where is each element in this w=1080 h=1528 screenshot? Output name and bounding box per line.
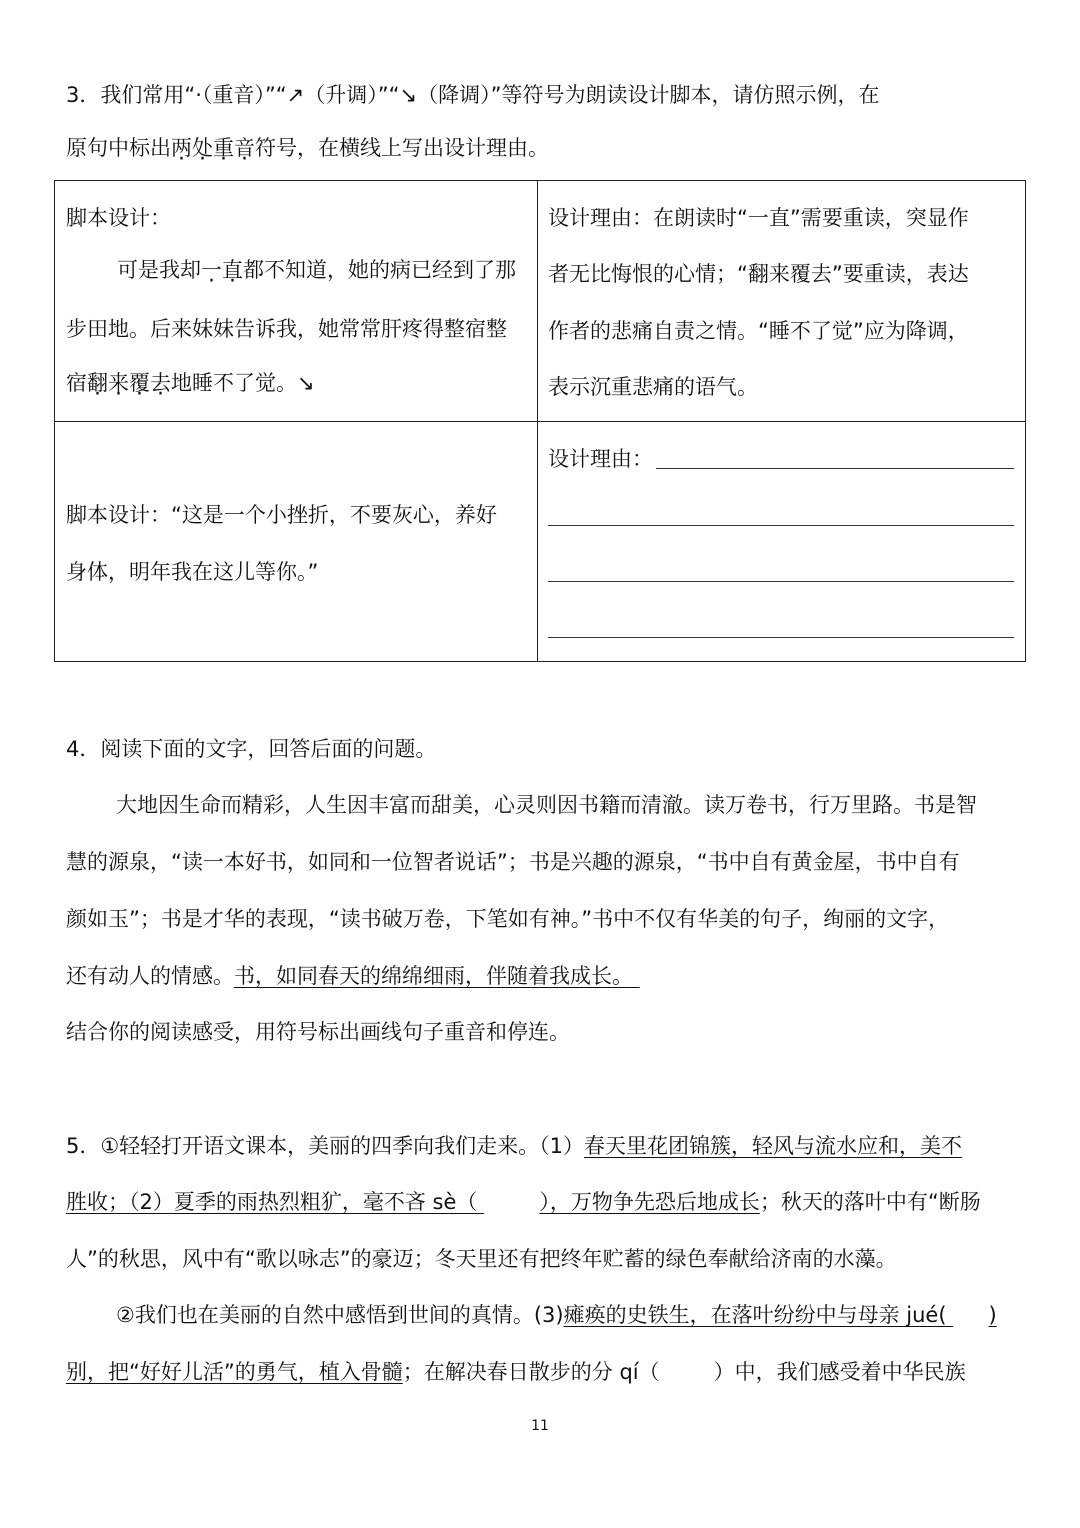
- q5-line4: ②我们也在美丽的自然中感悟到世间的真情。(3)瘫痪的史铁生，在落叶纷纷中与母亲 jué( ): [116, 1300, 997, 1330]
- reason-answer-line[interactable]: [548, 637, 1014, 638]
- example-reason-line4: 表示沉重悲痛的语气。: [548, 375, 758, 399]
- q5-line2: 胜收；（2）夏季的雨热烈粗犷，毫不吝 sè（ ），万物争先恐后地成长；秋天的落叶中有“断肠: [66, 1187, 981, 1217]
- example-reason-line1: 设计理由：在朗读时“一直”需要重读，突显作: [548, 206, 969, 230]
- answer-blank-se[interactable]: [477, 1187, 539, 1217]
- page-number: 11: [531, 1418, 549, 1434]
- q4-prompt: 4．阅读下面的文字，回答后面的问题。: [66, 737, 437, 761]
- q3-prompt-line1: 3．我们常用“·（重音）”“↗（升调）”“↘（降调）”等符号为朗读设计脚本，请仿照示例，在: [66, 83, 880, 107]
- answer-blank-qi[interactable]: [660, 1357, 714, 1387]
- reason-answer-line[interactable]: [548, 525, 1014, 526]
- q3-prompt-line2: 原句中标出两处重音符号，在横线上写出设计理由。: [66, 136, 549, 160]
- answer-blank-jue[interactable]: [947, 1300, 989, 1330]
- q5-line5: 别，把“好好儿活”的勇气，植入骨髓；在解决春日散步的分 qí（ ）中，我们感受着中华民族: [66, 1357, 966, 1387]
- example-script-label: 脚本设计：: [66, 206, 171, 230]
- task-script-line1: 脚本设计：“这是一个小挫折，不要灰心，养好: [66, 503, 497, 527]
- q4-passage-line1: 大地因生命而精彩，人生因丰富而甜美，心灵则因书籍而清澈。读万卷书，行万里路。书是智: [116, 793, 977, 817]
- example-reason-line2: 者无比悔恨的心情；“翻来覆去”要重读，表达: [548, 262, 969, 286]
- example-script-line2: 步田地。后来妹妹告诉我，她常常肝疼得整宿整: [66, 317, 507, 341]
- example-script-line3: 宿翻来覆去地睡不了觉。↘: [66, 371, 315, 395]
- q4-passage-line4: 还有动人的情感。书，如同春天的绵绵细雨，伴随着我成长。: [66, 964, 633, 988]
- example-script-line1: 可是我却一直都不知道，她的病已经到了那: [117, 258, 516, 282]
- q4-instruction: 结合你的阅读感受，用符号标出画线句子重音和停连。: [66, 1020, 570, 1044]
- reason-answer-line[interactable]: [548, 581, 1014, 582]
- reason-answer-line[interactable]: [656, 468, 1014, 469]
- script-design-table: [54, 180, 1026, 662]
- table-divider-horizontal: [55, 421, 1025, 422]
- q4-passage-line3: 颜如玉”；书是才华的表现，“读书破万卷，下笔如有神。”书中不仅有华美的句子，绚丽的文字，: [66, 907, 950, 931]
- q5-line3: 人”的秋思，风中有“歌以咏志”的豪迈；冬天里还有把终年贮蓄的绿色奉献给济南的水藻。: [66, 1247, 897, 1271]
- underlined-sentence: 书，如同春天的绵绵细雨，伴随着我成长。: [234, 964, 633, 988]
- task-reason-label: 设计理由：: [548, 447, 653, 471]
- q4-passage-line2: 慧的源泉，“读一本好书，如同和一位智者说话”；书是兴趣的源泉，“书中自有黄金屋，书中自有: [66, 850, 960, 874]
- q5-line1: 5．①轻轻打开语文课本，美丽的四季向我们走来。（1）春天里花团锦簇，轻风与流水应和，美不: [66, 1134, 963, 1158]
- task-script-line2: 身体，明年我在这儿等你。”: [66, 560, 319, 584]
- example-reason-line3: 作者的悲痛自责之情。“睡不了觉”应为降调，: [548, 319, 969, 343]
